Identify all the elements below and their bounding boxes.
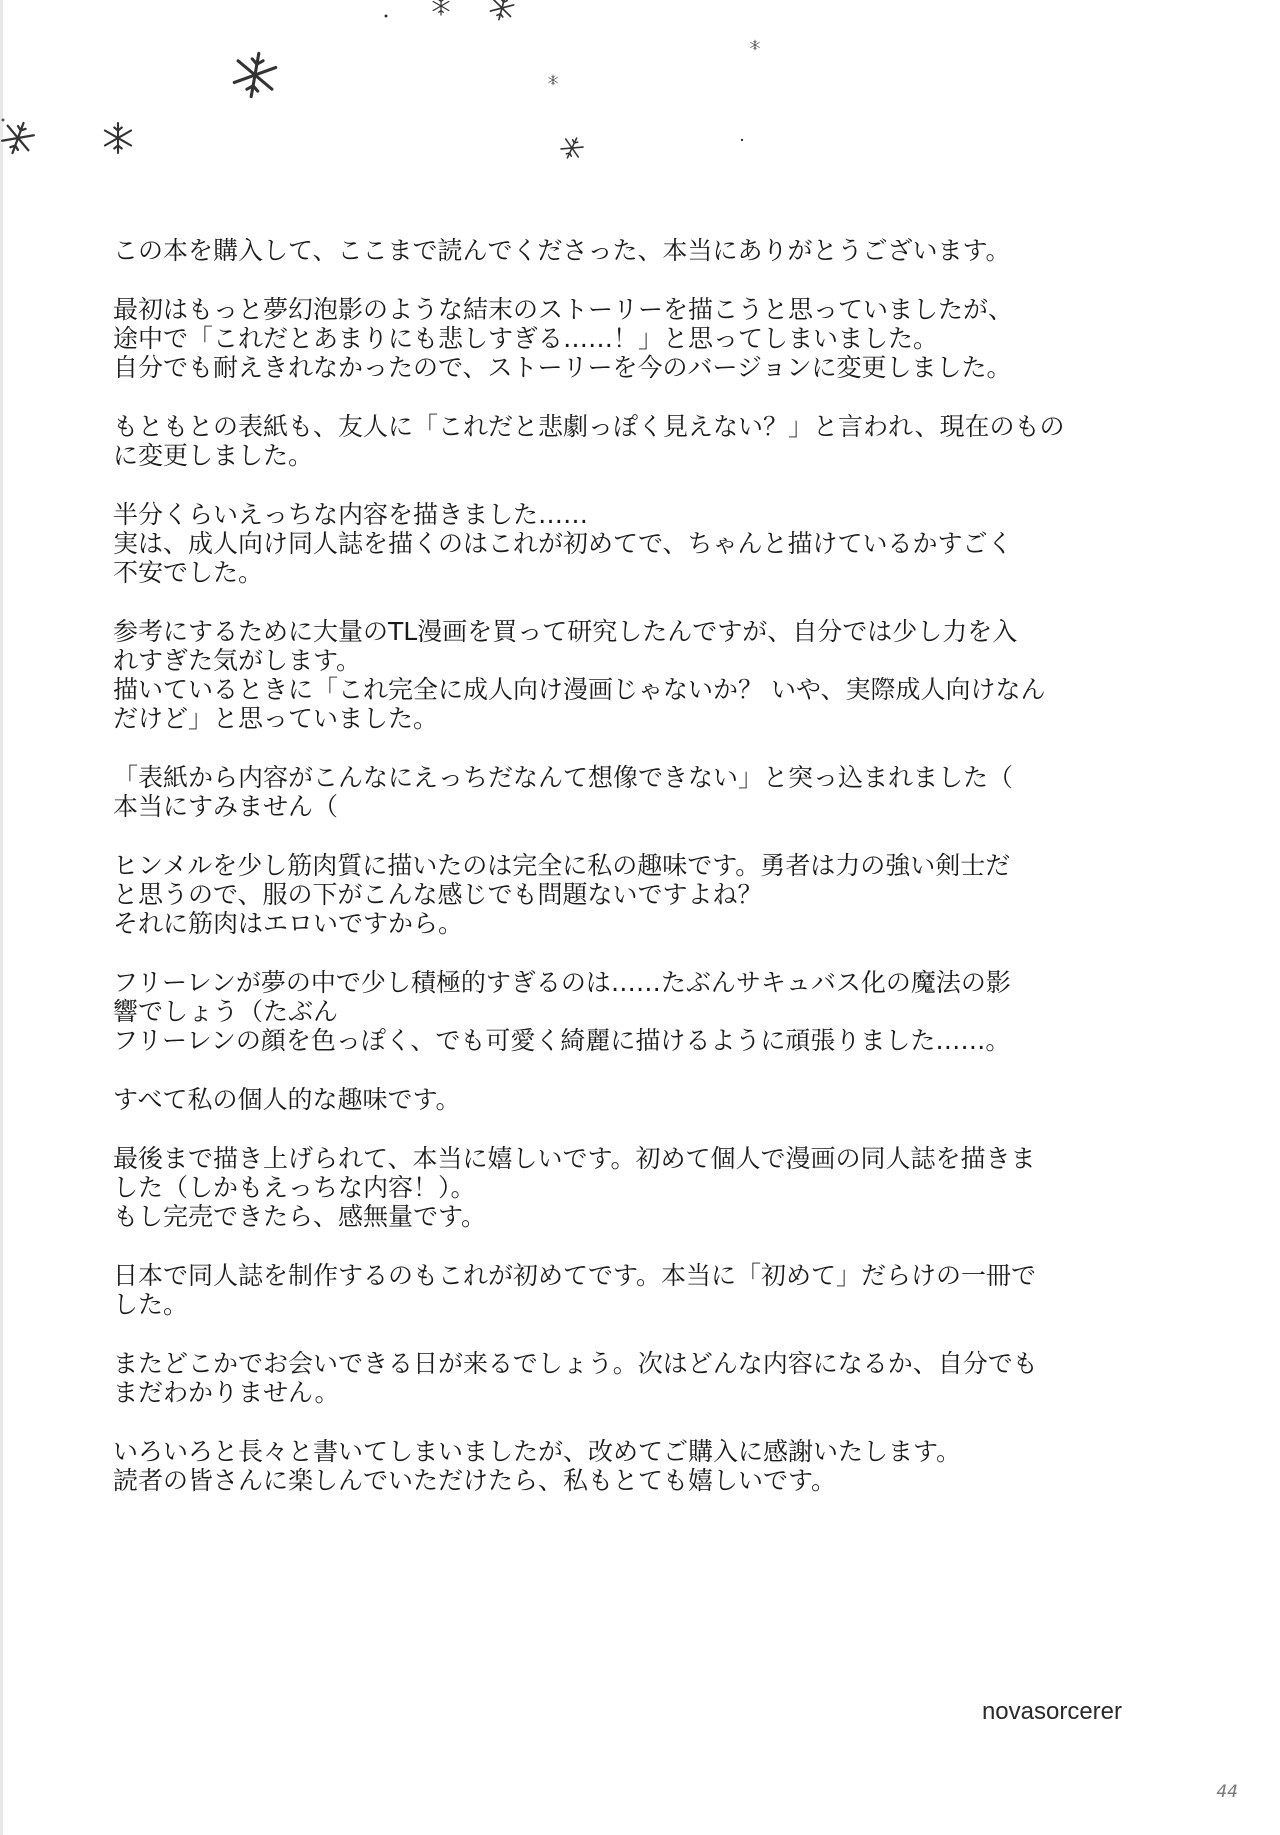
afterword-paragraph: [113, 1437, 1173, 1495]
snowflake-icon: [751, 40, 760, 50]
text-line: この本を購入して、ここまで読んでくださった、本当にありがとうございます。: [113, 236, 1011, 265]
text-line: 日本で同人誌を制作するのもこれが初めてです。本当に「初めて」だらけの一冊で: [113, 1261, 1037, 1290]
author-signature: novasorcerer: [981, 1698, 1122, 1725]
text-line: いろいろと長々と書いてしまいましたが、改めてご購入に感謝いたします。: [113, 1437, 962, 1466]
snowflake-decoration: [0, 0, 1280, 200]
page-number: 44: [1216, 1782, 1238, 1802]
text-line: 不安でした。: [113, 558, 264, 587]
text-line: すべて私の個人的な趣味です。: [113, 1085, 461, 1114]
snowflake-icon: [433, 0, 449, 15]
text-line: 半分くらいえっちな内容を描きました……: [113, 500, 589, 529]
text-line: した（しかもえっちな内容！）。: [113, 1173, 476, 1202]
text-line: ヒンメルを少し筋肉質に描いたのは完全に私の趣味です。勇者は力の強い剣士だ: [113, 851, 1011, 880]
afterword-paragraph: [113, 617, 1173, 733]
text-line: 「表紙から内容がこんなにえっちだなんて想像できない」と突っ込まれました（: [113, 763, 1014, 792]
text-line: もし完売できたら、感無量です。: [113, 1202, 487, 1231]
snowflake-icon: [559, 134, 586, 162]
text-line: 自分でも耐えきれなかったので、ストーリーを今のバージョンに変更しました。: [113, 353, 1012, 382]
text-line: もともとの表紙も、友人に「これだと悲劇っぽく見えない？」と言われ、現在のもの: [113, 412, 1065, 441]
text-line: した。: [113, 1290, 189, 1319]
text-line: 途中で「これだとあまりにも悲しすぎる……！」と思ってしまいました。: [113, 324, 939, 353]
text-line: またどこかでお会いできる日が来るでしょう。次はどんな内容になるか、自分でも: [113, 1349, 1038, 1378]
text-line: 響でしょう（たぶん: [113, 997, 339, 1026]
text-line: それに筋肉はエロいですから。: [113, 909, 464, 938]
snowflake-icon: [0, 118, 37, 158]
text-line: 参考にするために大量のTL漫画を買って研究したんですが、自分では少し力を入: [113, 617, 1018, 646]
afterword-paragraph: [113, 1144, 1173, 1231]
text-line: 最初はもっと夢幻泡影のような結末のストーリーを描こうと思っていましたが、: [113, 295, 1014, 324]
text-line: 描いているときに「これ完全に成人向け漫画じゃないか？ いや、実際成人向けなん: [113, 675, 1046, 704]
afterword-paragraph: [113, 1261, 1173, 1319]
text-line: だけど」と思っていました。: [113, 704, 439, 733]
afterword-paragraph: [113, 500, 1173, 587]
text-line: と思うので、服の下がこんな感じでも問題ないですよね？: [113, 880, 763, 909]
text-line: 読者の皆さんに楽しんでいただけたら、私もとても嬉しいです。: [113, 1466, 837, 1495]
text-line: フリーレンが夢の中で少し積極的すぎるのは……たぶんサキュバス化の魔法の影: [113, 968, 1011, 997]
afterword-paragraph: [113, 968, 1173, 1055]
snowflake-icon: [489, 0, 515, 22]
afterword-paragraph: [113, 1349, 1173, 1407]
text-line: フリーレンの顔を色っぽく、でも可愛く綺麗に描けるように頑張りました……。: [113, 1026, 1011, 1055]
afterword-paragraph: [113, 295, 1173, 382]
snowflake-icon: [232, 50, 277, 100]
afterword-paragraph: [113, 236, 1173, 265]
afterword-paragraph: [113, 851, 1173, 938]
text-line: れすぎた気がします。: [113, 646, 362, 675]
text-line: 最後まで描き上げられて、本当に嬉しいです。初めて個人で漫画の同人誌を描きま: [113, 1144, 1036, 1173]
text-line: 本当にすみません（: [113, 792, 339, 821]
snowflake-icon: [549, 75, 558, 85]
text-line: に変更しました。: [113, 441, 314, 470]
afterword-paragraph: [113, 412, 1173, 470]
text-line: まだわかりません。: [113, 1378, 340, 1407]
afterword-text: [113, 236, 1173, 1525]
snowflake-icon: [105, 123, 131, 153]
text-line: 実は、成人向け同人誌を描くのはこれが初めてで、ちゃんと描けているかすごく: [113, 529, 1013, 558]
page-edge-shadow: [0, 0, 3, 1835]
afterword-paragraph: [113, 763, 1173, 821]
afterword-paragraph: [113, 1085, 1173, 1114]
